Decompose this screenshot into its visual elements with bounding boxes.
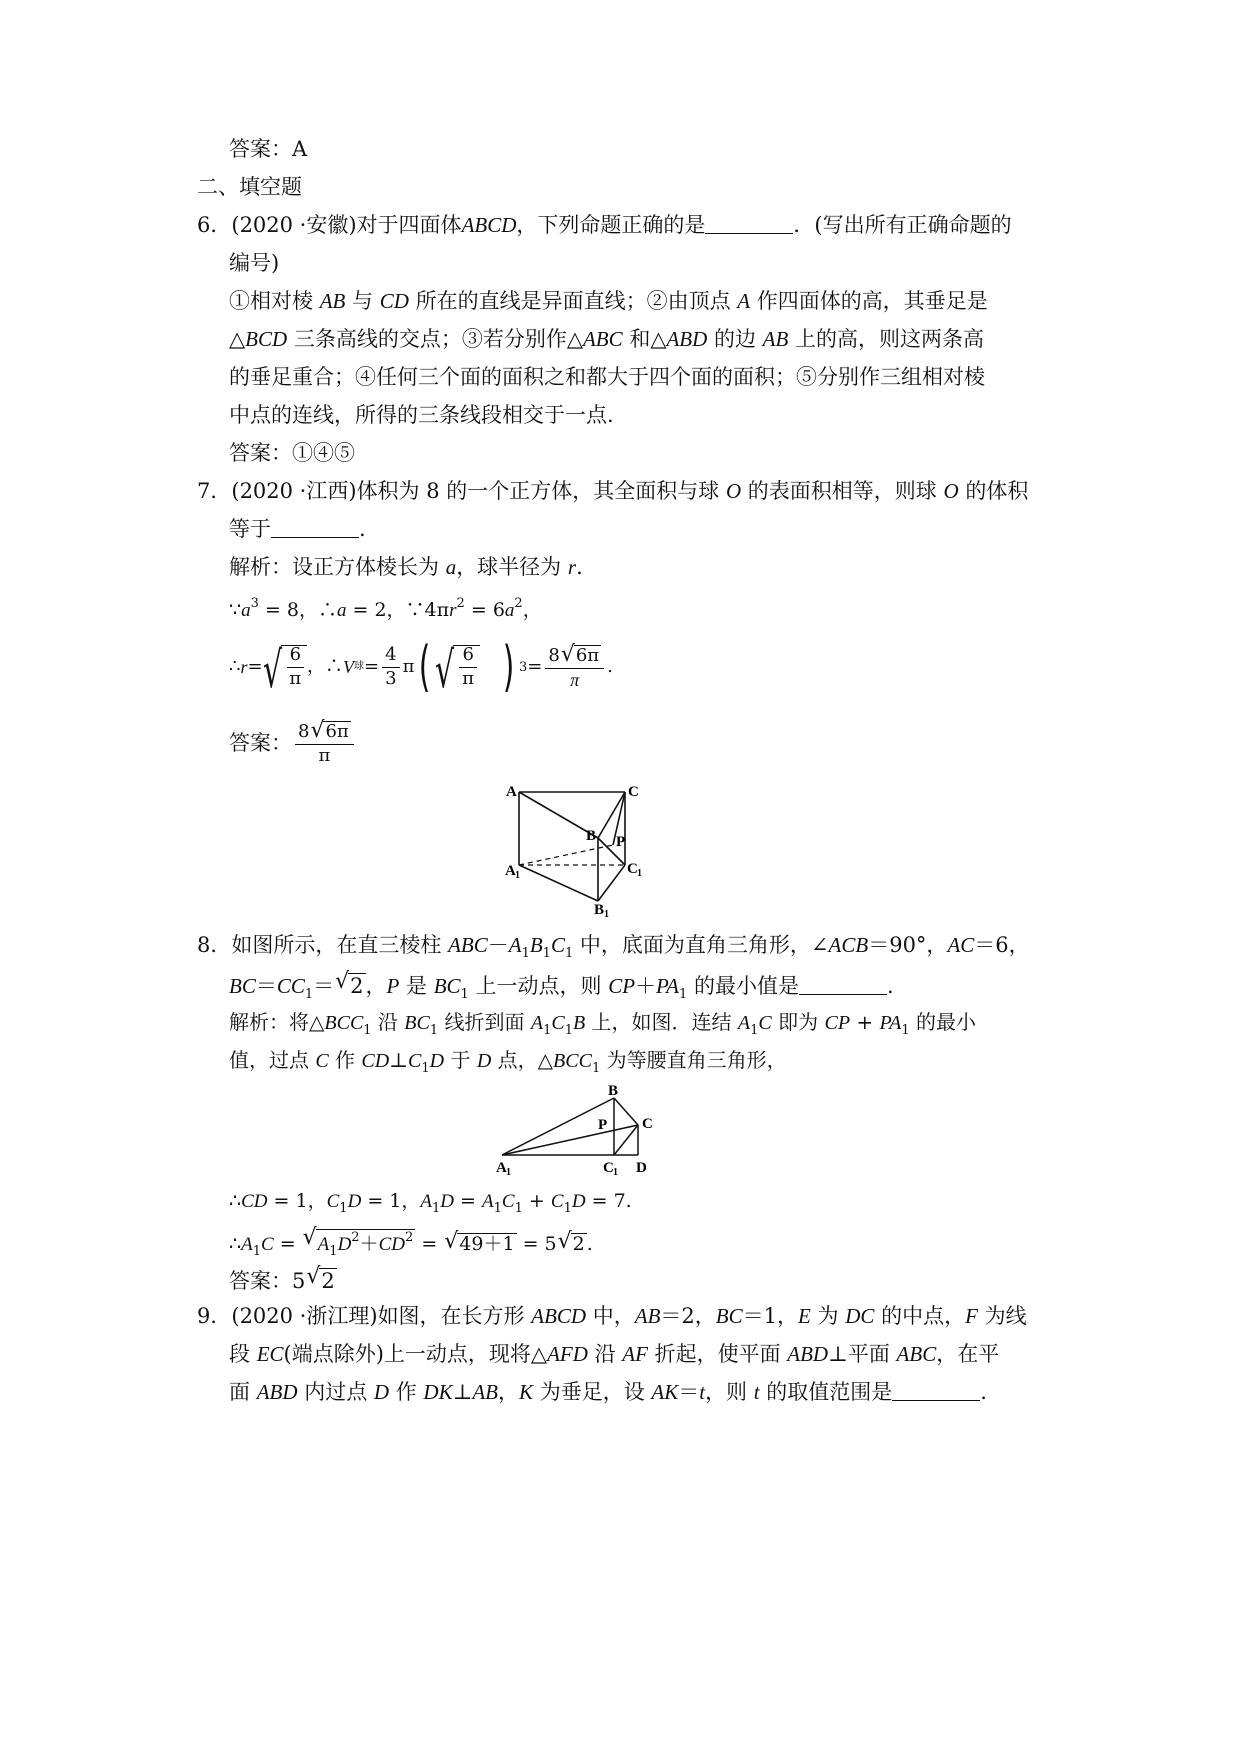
label-B1: B bbox=[594, 902, 605, 918]
answer-q7: 答案： $\frac{8√ 6\pi}{\pi}$ bbox=[229, 716, 357, 770]
q8-solution-line3: ∴CD = 1，$C_1D = 1$，$A_1D = A_1C_1 + C_1D = 7$. bbox=[229, 1190, 632, 1216]
label-B: B bbox=[586, 828, 597, 844]
label-A: A bbox=[506, 784, 517, 800]
q9-line1: 9．(2020 ·浙江理)如图，在长方形 ABCD 中，AB＝2，BC＝1，E 为 DC 的中点，F 为线 bbox=[197, 1304, 1027, 1328]
answer-q8: 答案：5√ 2 bbox=[229, 1268, 337, 1292]
q6-line2: 编号) bbox=[229, 251, 280, 275]
label-P: P bbox=[598, 1117, 608, 1133]
answer-blank bbox=[799, 976, 887, 995]
q7-solution-line3: ∴ r = √ $\frac{6}{\pi}$ ，∴ V 球 = $\frac{4}{3}$ π ( √ $\frac{6}{\pi}$ ) 3 = $\frac{8√ 6\pi}{\pi}$ . bbox=[229, 636, 613, 698]
q6-line4: △BCD 三条高线的交点；③若分别作△ABC 和△ABD 的边 AB 上的高，则这两条高 bbox=[229, 327, 985, 351]
answer-blank bbox=[892, 1382, 980, 1401]
label-C: C bbox=[628, 784, 639, 800]
sqrt-6-over-pi: √ $\frac{6}{\pi}$ bbox=[263, 645, 307, 689]
label-A1: A bbox=[505, 863, 516, 879]
q6-line1: 6．(2020 ·安徽)对于四面体ABCD，下列命题正确的是 ．(写出所有正确命题的 bbox=[197, 213, 1012, 237]
q9-line3: 面 ABD 内过点 D 作 DK⊥AB，K 为垂足，设 AK＝t，则 t 的取值范围是 . bbox=[229, 1380, 987, 1404]
label-P: P bbox=[616, 834, 626, 850]
section-heading: 二、填空题 bbox=[197, 175, 302, 199]
unfolded-figure bbox=[490, 1082, 670, 1178]
q8-solution-line4: $\therefore A_1C$ = √ $A_1D^2+CD^2$ = √ 49＋1 = 5√ 2 . bbox=[229, 1229, 593, 1259]
svg-text:1: 1 bbox=[506, 1167, 511, 1178]
q6-line6: 中点的连线，所得的三条线段相交于一点. bbox=[229, 403, 614, 427]
answer-q5: 答案：A bbox=[229, 137, 308, 161]
q8-line2: $BC=CC_1=√$ 2，P 是 $BC_1$ 上一动点，则 $CP+PA_1$ 的最小值是 . bbox=[229, 973, 894, 1001]
label-C1: C bbox=[627, 861, 638, 877]
svg-text:1: 1 bbox=[604, 909, 609, 918]
q8-solution-line2: 值，过点 C 作 $CD\perp C_1D$ 于 D 点，$\triangle BCC_1$ 为等腰直角三角形， bbox=[229, 1048, 787, 1076]
answer-blank bbox=[705, 215, 793, 234]
label-A1: A bbox=[496, 1160, 507, 1176]
q6-line3: ①相对棱 AB 与 CD 所在的直线是异面直线；②由顶点 A 作四面体的高，其垂足是 bbox=[229, 289, 988, 313]
q7-line1: 7．(2020 ·江西)体积为 8 的一个正方体，其全面积与球 O 的表面积相等，则球 O 的体积 bbox=[197, 479, 1029, 503]
prism-figure bbox=[500, 778, 660, 918]
q7-solution-line1: 解析：设正方体棱长为 a，球半径为 r. bbox=[229, 555, 583, 579]
label-C1: C bbox=[603, 1160, 614, 1176]
q9-line2: 段 EC(端点除外)上一动点，现将△AFD 沿 AF 折起，使平面 ABD⊥平面 ABC，在平 bbox=[229, 1342, 1000, 1366]
answer-blank bbox=[271, 519, 359, 538]
svg-text:1: 1 bbox=[637, 868, 642, 879]
q8-solution-line1: 解析：将$\triangle BCC_1$ 沿 $BC_1$ 线折到面 $A_1C_1B$ 上，如图．连结 $A_1C$ 即为 CP + $PA_1$ 的最小 bbox=[229, 1010, 977, 1038]
answer-q6: 答案：①④⑤ bbox=[229, 441, 355, 465]
label-B: B bbox=[608, 1083, 619, 1099]
svg-text:1: 1 bbox=[515, 870, 520, 881]
q7-solution-line2: $\because a^3 = 8$，∴a = 2，$\because 4\pi r^2 = 6a^2$， bbox=[229, 596, 542, 621]
svg-text:1: 1 bbox=[613, 1167, 618, 1178]
q8-line1: 8．如图所示，在直三棱柱 $ABC-A_1B_1C_1$ 中，底面为直角三角形，∠ACB＝90°，AC＝6， bbox=[197, 933, 1030, 961]
label-C: C bbox=[642, 1116, 653, 1132]
q7-line2: 等于 . bbox=[229, 517, 366, 541]
label-D: D bbox=[636, 1160, 647, 1176]
q6-line5: 的垂足重合；④任何三个面的面积之和都大于四个面的面积；⑤分别作三组相对棱 bbox=[229, 365, 985, 389]
